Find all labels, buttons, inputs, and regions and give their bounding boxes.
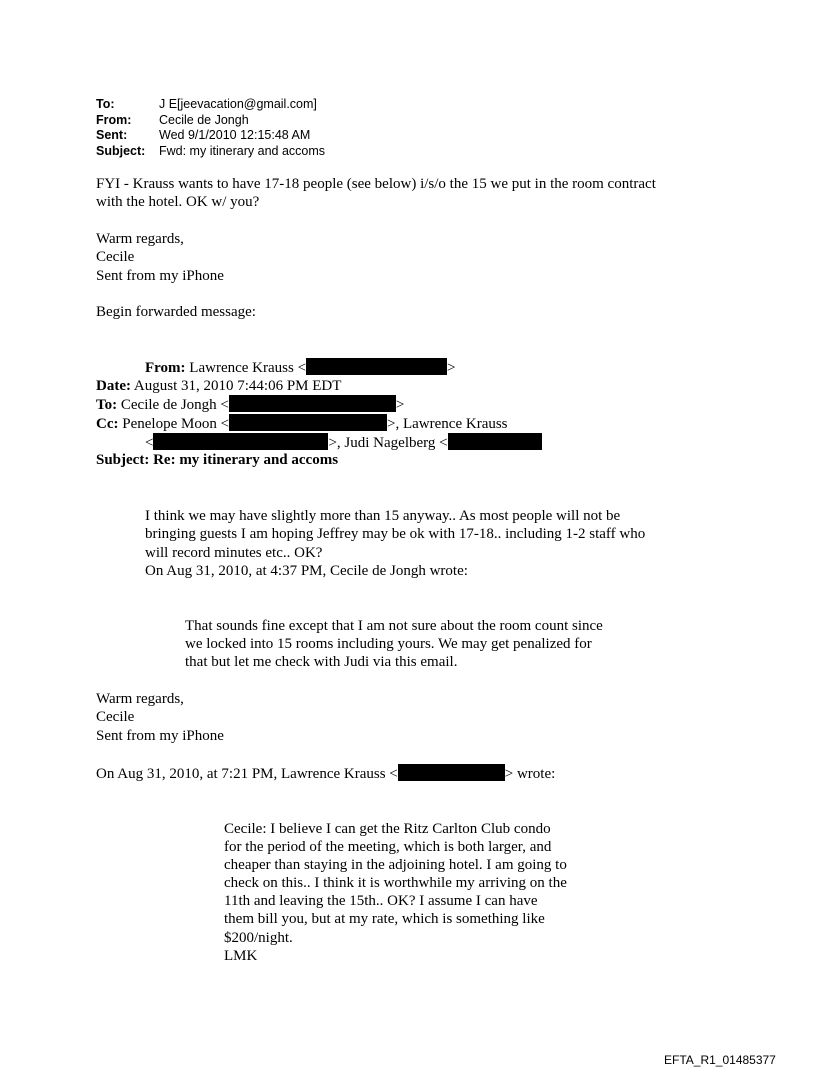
fwd-to-value: Cecile de Jongh < — [120, 397, 229, 413]
fwd-subject-value: Re: my itinerary and accoms — [153, 452, 339, 468]
redaction-box — [229, 395, 396, 412]
fwd-cc-row-2 — [145, 433, 542, 453]
fwd-date-value: August 31, 2010 7:44:06 PM EDT — [133, 378, 342, 394]
fwd-cc-row — [96, 414, 508, 434]
krauss-reply-line-1: I think we may have slightly more than 15 anyway.. As most people will not be — [145, 508, 621, 524]
signoff-device: Sent from my iPhone — [96, 268, 224, 284]
krauss-wrote-before: On Aug 31, 2010, at 7:21 PM, Lawrence Krauss < — [96, 766, 398, 782]
bates-number: EFTA_R1_01485377 — [664, 1053, 776, 1067]
header-subject-row — [96, 143, 325, 159]
cecile-quote-line-2: we locked into 15 rooms including yours. We may get penalized for — [185, 636, 592, 652]
fwd-to-label: To: — [96, 397, 118, 413]
fwd-cc-label: Cc: — [96, 416, 119, 432]
intro-line-1: FYI - Krauss wants to have 17-18 people (see below) i/s/o the 15 we put in the room contract — [96, 176, 656, 192]
fwd-subject-label: Subject: — [96, 452, 150, 468]
header-to-value: J E[jeevacation@gmail.com] — [159, 97, 317, 111]
krauss-reply-line-3: will record minutes etc.. OK? — [145, 545, 323, 561]
cecile-quote-line-3: that but let me check with Judi via this email. — [185, 654, 458, 670]
krauss-original-line-7: $200/night. — [224, 930, 293, 946]
redaction-box — [448, 433, 542, 450]
krauss-wrote-attribution — [96, 764, 555, 784]
krauss-original-line-4: check on this.. I think it is worthwhile my arriving on the — [224, 875, 567, 891]
fwd-from-name: Lawrence Krauss < — [189, 360, 307, 376]
signoff-warm-regards: Warm regards, — [96, 231, 184, 247]
redaction-box — [229, 414, 387, 431]
header-subject-value: Fwd: my itinerary and accoms — [159, 144, 326, 158]
header-from-value: Cecile de Jongh — [159, 113, 249, 127]
redaction-box — [398, 764, 505, 781]
krauss-reply-attribution: On Aug 31, 2010, at 4:37 PM, Cecile de Jongh wrote: — [145, 563, 468, 579]
krauss-original-line-1: Cecile: I believe I can get the Ritz Carlton Club condo — [224, 821, 551, 837]
header-subject-label: Subject: — [96, 144, 146, 158]
signoff2-device: Sent from my iPhone — [96, 728, 224, 744]
fwd-from-label: From: — [145, 360, 186, 376]
header-to-label: To: — [96, 97, 115, 111]
fwd-cc-line2-after: >, Judi Nagelberg < — [328, 435, 448, 451]
fwd-from-gt: > — [447, 360, 456, 376]
krauss-original-line-2: for the period of the meeting, which is both larger, and — [224, 839, 552, 855]
header-from-row — [96, 112, 249, 128]
begin-forwarded-message: Begin forwarded message: — [96, 304, 256, 320]
redaction-box — [153, 433, 328, 450]
krauss-original-line-6: them bill you, but at my rate, which is something like — [224, 911, 545, 927]
fwd-cc-after: >, Lawrence Krauss — [387, 416, 508, 432]
intro-line-2: with the hotel. OK w/ you? — [96, 194, 260, 210]
fwd-cc-line2-start: < — [145, 435, 154, 451]
fwd-to-row — [96, 395, 404, 415]
fwd-to-gt: > — [395, 397, 405, 413]
cecile-quote-line-1: That sounds fine except that I am not sure about the room count since — [185, 618, 603, 634]
fwd-cc-value: Penelope Moon < — [122, 416, 230, 432]
header-sent-label: Sent: — [96, 128, 128, 142]
krauss-wrote-after: > wrote: — [504, 766, 556, 782]
signoff2-name: Cecile — [96, 709, 135, 725]
fwd-date-label: Date: — [96, 378, 131, 394]
redaction-box — [306, 358, 447, 375]
header-sent-value: Wed 9/1/2010 12:15:48 AM — [159, 128, 311, 142]
krauss-original-line-5: 11th and leaving the 15th.. OK? I assume I can have — [224, 893, 538, 909]
krauss-reply-line-2: bringing guests I am hoping Jeffrey may be ok with 17-18.. including 1-2 staff who — [145, 526, 646, 542]
signoff2-warm-regards: Warm regards, — [96, 691, 184, 707]
header-sent-row — [96, 127, 310, 143]
krauss-original-line-8: LMK — [224, 948, 258, 964]
header-to-row — [96, 96, 317, 112]
fwd-date-row — [96, 377, 341, 396]
krauss-original-line-3: cheaper than staying in the adjoining hotel. I am going to — [224, 857, 567, 873]
fwd-subject-row — [96, 451, 338, 470]
fwd-from-row — [145, 358, 456, 378]
header-from-label: From: — [96, 113, 132, 127]
signoff-name: Cecile — [96, 249, 135, 265]
